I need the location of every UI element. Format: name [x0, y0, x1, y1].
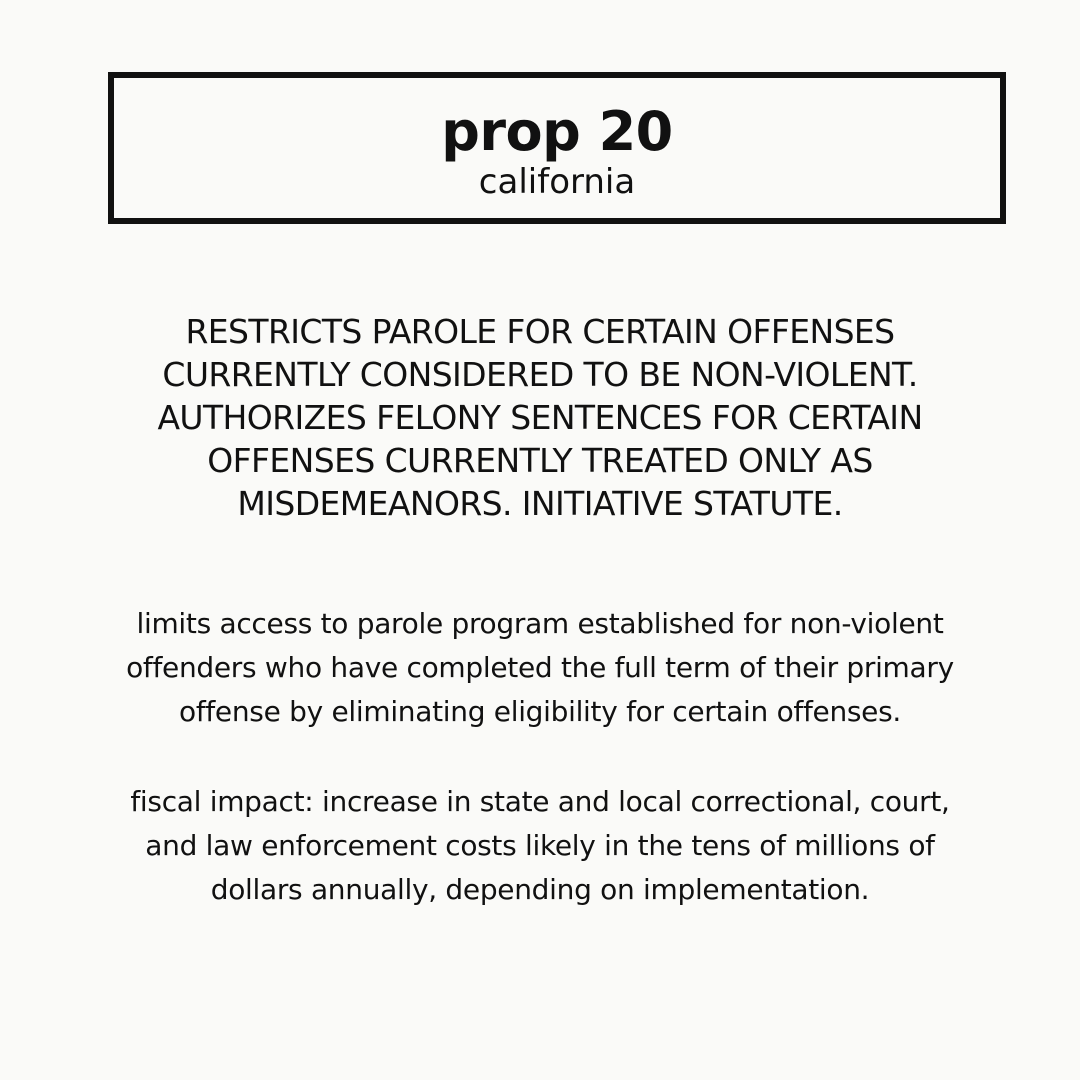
page-title: prop 20 — [441, 100, 673, 163]
title-box — [108, 72, 1006, 224]
fiscal-impact-paragraph: fiscal impact: increase in state and local correctional, court, and law enforcement costs likely in the tens of millions of dollars annually, depending on implementation. — [130, 785, 950, 906]
page-subtitle: california — [478, 162, 636, 202]
summary-paragraph: limits access to parole program established for non-violent offenders who have completed the full term of their primary offense by eliminating eligibility for certain offenses. — [126, 607, 954, 728]
measure-headline: RESTRICTS PAROLE FOR CERTAIN OFFENSES CURRENTLY CONSIDERED TO BE NON-VIOLENT. AUTHORIZES FELONY SENTENCES FOR CERTAIN OFFENSES CURRENTLY TREATED ONLY AS MISDEMEANORS. INITIATIVE STATUTE. — [157, 312, 923, 523]
